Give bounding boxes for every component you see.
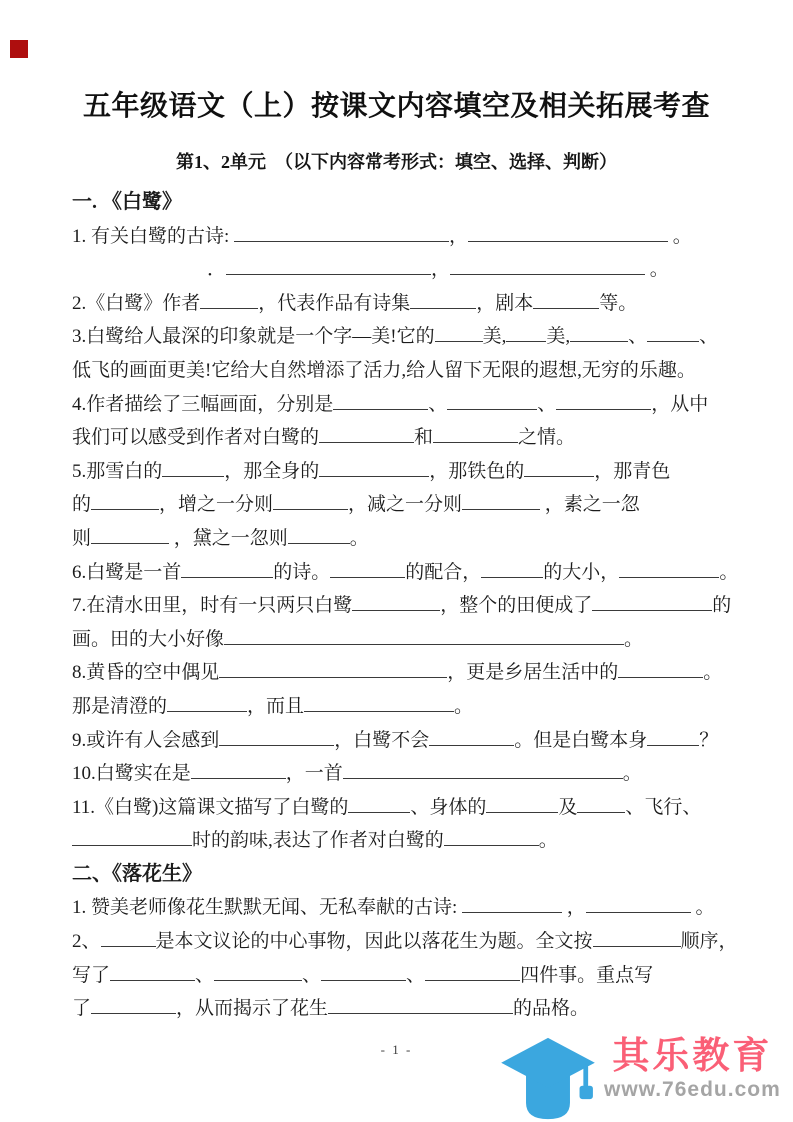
- blank-field: [333, 392, 428, 410]
- text-run: 我们可以感受到作者对白鹭的: [72, 427, 320, 449]
- text-run: 画。田的大小好像: [72, 628, 225, 650]
- document-body: [72, 186, 748, 1026]
- logo-website-url: www.76edu.com: [604, 1078, 781, 1102]
- page-subtitle: 第1、2单元 （以下内容常考形式：填空、选择、判断）: [176, 152, 617, 172]
- text-run: ，那全身的: [224, 460, 320, 482]
- blank-field: [647, 728, 699, 746]
- text-run: 顺序，: [680, 931, 738, 953]
- text-run: ，一首: [285, 763, 343, 785]
- text-run: 之情。: [518, 427, 576, 449]
- blank-field: [647, 324, 699, 342]
- blank-field: [447, 392, 537, 410]
- blank-field: [91, 526, 169, 544]
- document-line: [72, 388, 748, 422]
- text-run: ，黛之一忽则: [169, 527, 288, 549]
- document-line: [72, 656, 748, 690]
- blank-field: [162, 459, 224, 477]
- text-run: ，代表作品有诗集: [258, 292, 411, 314]
- blank-field: [429, 728, 514, 746]
- graduation-cap-icon: [500, 1036, 596, 1122]
- text-run: ，: [431, 259, 451, 281]
- text-run: 是本文议论的中心事物，因此以落花生为题。全文按: [155, 931, 593, 953]
- blank-field: [410, 291, 476, 309]
- document-line: [72, 421, 748, 455]
- document-line: [72, 824, 748, 858]
- text-run: 美,: [546, 326, 571, 348]
- text-run: ，从而揭示了花生: [176, 998, 329, 1020]
- text-run: ，那铁色的: [429, 460, 525, 482]
- text-run: 、: [537, 393, 557, 415]
- blank-field: [234, 224, 449, 242]
- text-run: 。: [624, 628, 644, 650]
- text-run: 二、《落花生》: [72, 862, 202, 885]
- document-line: [72, 724, 748, 758]
- text-run: 、: [406, 964, 426, 986]
- text-run: 、身体的: [410, 796, 487, 818]
- text-run: ，白鹭不会: [334, 729, 430, 751]
- text-run: 和: [414, 427, 434, 449]
- text-run: ．: [207, 259, 227, 281]
- text-run: 9.或许有人会感到: [72, 729, 220, 751]
- blank-field: [593, 929, 681, 947]
- text-run: 。: [538, 830, 558, 852]
- blank-field: [101, 929, 156, 947]
- blank-field: [110, 963, 195, 981]
- blank-field: [433, 425, 518, 443]
- blank-field: [219, 660, 447, 678]
- blank-field: [72, 828, 192, 846]
- blank-field: [468, 224, 668, 242]
- text-run: 了: [72, 998, 92, 1020]
- text-run: 。: [690, 897, 715, 919]
- text-run: 2、: [72, 931, 101, 953]
- blank-field: [577, 795, 625, 813]
- document-line: [72, 589, 748, 623]
- text-run: 1. 有关白鹭的古诗:: [72, 225, 235, 247]
- text-run: 时的韵味,表达了作者对白鹭的: [192, 830, 444, 852]
- blank-field: [486, 795, 558, 813]
- text-run: 的诗。: [273, 561, 331, 583]
- blank-field: [556, 392, 651, 410]
- text-run: 的: [712, 595, 732, 617]
- text-run: ，更是乡居生活中的: [447, 662, 619, 684]
- text-run: 。: [622, 763, 642, 785]
- text-run: ，: [562, 897, 586, 919]
- text-run: 低飞的画面更美!它给大自然增添了活力,给人留下无限的遐想,无穷的乐趣。: [72, 359, 696, 381]
- logo-text-block: [604, 1032, 781, 1102]
- text-run: 的品格。: [513, 998, 590, 1020]
- document-line: [72, 992, 748, 1026]
- text-run: 写了: [72, 964, 111, 986]
- text-run: ，整个的田便成了: [440, 595, 593, 617]
- blank-field: [319, 425, 414, 443]
- document-line: [72, 220, 748, 254]
- blank-field: [304, 694, 454, 712]
- text-run: 5.那雪白的: [72, 460, 163, 482]
- blank-field: [435, 324, 483, 342]
- text-run: 及: [558, 796, 578, 818]
- text-run: ？: [699, 729, 719, 751]
- text-run: 4.作者描绘了三幅画面，分别是: [72, 393, 334, 415]
- text-run: 3.白鹭给人最深的印象就是一个字—美!它的: [72, 326, 435, 348]
- blank-field: [181, 560, 273, 578]
- text-run: 8.黄昏的空中偶见: [72, 662, 220, 684]
- blank-field: [224, 627, 624, 645]
- blank-field: [167, 694, 247, 712]
- blank-field: [288, 526, 350, 544]
- blank-field: [91, 996, 176, 1014]
- text-run: 那是清澄的: [72, 695, 168, 717]
- text-run: 的配合，: [405, 561, 482, 583]
- text-run: ，而且: [247, 695, 305, 717]
- text-run: 1. 赞美老师像花生默默无闻、无私奉献的古诗:: [72, 897, 463, 919]
- document-line: [72, 925, 748, 959]
- text-run: ，从中: [651, 393, 709, 415]
- blank-field: [462, 895, 562, 913]
- text-run: 11.《白鹭)这篇课文描写了白鹭的: [72, 796, 349, 818]
- blank-field: [319, 459, 429, 477]
- text-run: 2.《白鹭》作者: [72, 292, 201, 314]
- blank-field: [214, 963, 302, 981]
- site-logo: [500, 1032, 792, 1122]
- blank-field: [618, 660, 703, 678]
- blank-field: [481, 560, 543, 578]
- text-run: ，那青色: [594, 460, 671, 482]
- text-run: 。: [703, 662, 723, 684]
- blank-field: [330, 560, 405, 578]
- logo-brand-name: 其乐教育: [612, 1035, 773, 1076]
- document-line: [72, 959, 748, 993]
- blank-field: [328, 996, 513, 1014]
- text-run: 的大小，: [543, 561, 620, 583]
- text-run: 、: [195, 964, 215, 986]
- text-run: 。: [454, 695, 474, 717]
- text-run: 、: [699, 326, 719, 348]
- document-line: [72, 690, 748, 724]
- red-square-mark: [10, 40, 28, 58]
- blank-field: [343, 761, 623, 779]
- blank-field: [273, 492, 348, 510]
- text-run: 10.白鹭实在是: [72, 763, 191, 785]
- document-line: [72, 891, 748, 925]
- blank-field: [592, 593, 712, 611]
- text-run: ，: [449, 225, 469, 247]
- blank-field: [444, 828, 539, 846]
- blank-field: [91, 492, 159, 510]
- text-run: 一. 《白鹭》: [72, 191, 182, 213]
- blank-field: [619, 560, 719, 578]
- page-title: 五年级语文（上）按课文内容填空及相关拓展考查: [82, 91, 710, 122]
- document-line: [72, 556, 748, 590]
- text-run: 。: [719, 561, 739, 583]
- document-line: [72, 791, 748, 825]
- text-run: ，增之一分则: [159, 494, 274, 516]
- text-run: 美,: [482, 326, 507, 348]
- document-line: [72, 354, 748, 388]
- section-heading: [72, 858, 748, 892]
- text-run: ，素之一忽: [540, 494, 640, 516]
- blank-field: [506, 324, 546, 342]
- section-heading: [72, 186, 748, 220]
- blank-field: [352, 593, 440, 611]
- text-run: 7.在清水田里，时有一只两只白鹭: [72, 595, 353, 617]
- blank-field: [462, 492, 540, 510]
- document-line: [72, 757, 748, 791]
- blank-field: [321, 963, 406, 981]
- blank-field: [200, 291, 258, 309]
- text-run: 、: [428, 393, 448, 415]
- text-run: 。: [645, 259, 669, 281]
- document-line: [72, 253, 748, 287]
- text-run: 。但是白鹭本身: [514, 729, 648, 751]
- text-run: 四件事。重点写: [520, 964, 654, 986]
- text-run: 。: [668, 225, 692, 247]
- text-run: 等。: [599, 292, 638, 314]
- document-line: [72, 287, 748, 321]
- blank-field: [586, 895, 691, 913]
- blank-field: [219, 728, 334, 746]
- blank-field: [533, 291, 599, 309]
- blank-field: [524, 459, 594, 477]
- blank-field: [450, 257, 645, 275]
- document-line: [72, 455, 748, 489]
- document-line: [72, 320, 748, 354]
- document-line: [72, 623, 748, 657]
- blank-field: [348, 795, 410, 813]
- text-run: 。: [349, 527, 369, 549]
- text-run: ，剧本: [476, 292, 534, 314]
- document-line: [72, 488, 748, 522]
- text-run: 、: [628, 326, 648, 348]
- text-run: 、飞行、: [625, 796, 702, 818]
- blank-field: [425, 963, 520, 981]
- text-run: 、: [302, 964, 322, 986]
- blank-field: [226, 257, 431, 275]
- blank-field: [570, 324, 628, 342]
- text-run: 则: [72, 527, 92, 549]
- document-line: [72, 522, 748, 556]
- text-run: 6.白鹭是一首: [72, 561, 182, 583]
- page-number: - 1 -: [380, 1042, 413, 1057]
- text-run: ，减之一分则: [348, 494, 463, 516]
- text-run: 的: [72, 494, 92, 516]
- blank-field: [191, 761, 286, 779]
